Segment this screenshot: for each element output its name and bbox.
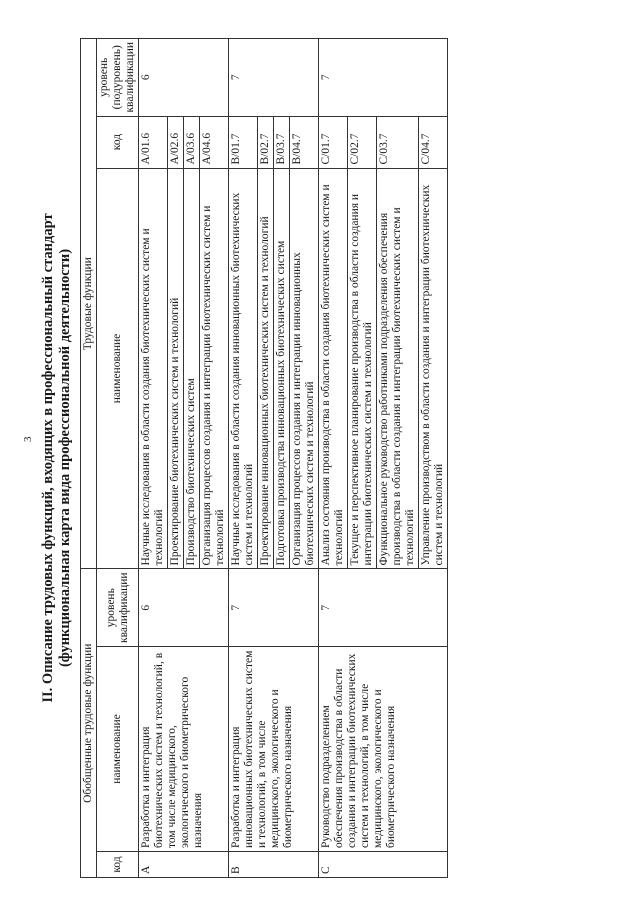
table-row <box>229 39 258 878</box>
group-code: A <box>139 852 229 878</box>
function-code: C/03.7 <box>377 116 419 168</box>
function-level: 7 <box>229 39 319 117</box>
function-code: A/01.6 <box>139 116 168 168</box>
table-body <box>139 39 448 878</box>
header-labor: Трудовые функции <box>81 39 97 569</box>
group-level: 7 <box>319 569 448 647</box>
group-code: B <box>229 852 319 878</box>
title-line-2: (функциональная карта вида профессиональной деятельности) <box>57 248 73 668</box>
header-function-code: код <box>97 116 139 168</box>
group-level: 7 <box>229 569 319 647</box>
function-name: Научные исследования в области создания биотехнических систем и технологий <box>139 168 168 569</box>
section-title <box>40 28 74 888</box>
header-generalized: Обобщенные трудовые функции <box>81 569 97 878</box>
group-name: Руководство подразделением обеспечения производства в области создания и интеграции биотехнических систем и технологий, в том числе медицинского, экологического и биометрического назначения <box>319 647 448 852</box>
function-code: A/02.6 <box>168 116 184 168</box>
function-name: Подготовка производства инновационных биотехнических систем <box>274 168 290 569</box>
function-level: 7 <box>319 39 448 117</box>
function-code: A/04.6 <box>200 116 229 168</box>
rotated-content <box>40 28 560 888</box>
header-level-sub: уровень (подуровень) квалификации <box>97 39 139 117</box>
header-level: уровень квалификации <box>97 569 139 647</box>
function-name: Проектирование биотехнических систем и технологий <box>168 168 184 569</box>
group-code: C <box>319 852 448 878</box>
title-line-1: II. Описание трудовых функций, входящих в профессиональный стандарт <box>40 213 56 703</box>
functions-table <box>80 38 448 878</box>
header-function-name: наименование <box>97 168 139 569</box>
table-row <box>319 39 348 878</box>
function-name: Научные исследования в области создания инновационных биотехнических систем и технологий <box>229 168 258 569</box>
function-name: Управление производством в области создания и интеграции биотехнических систем и технологий <box>419 168 448 569</box>
header-name: наименование <box>97 647 139 852</box>
page-number: 3 <box>22 436 34 442</box>
function-name: Организация процессов создания и интеграции инновационных биотехнических систем и технологий <box>290 168 319 569</box>
function-code: B/01.7 <box>229 116 258 168</box>
group-level: 6 <box>139 569 229 647</box>
header-code: код <box>97 852 139 878</box>
function-name: Проектирование инновационных биотехнических систем и технологий <box>258 168 274 569</box>
function-level: 6 <box>139 39 229 117</box>
function-code: B/03.7 <box>274 116 290 168</box>
function-code: C/01.7 <box>319 116 348 168</box>
function-code: B/02.7 <box>258 116 274 168</box>
function-code: C/04.7 <box>419 116 448 168</box>
table-row <box>139 39 168 878</box>
function-name: Организация процессов создания и интеграции биотехнических систем и технологий <box>200 168 229 569</box>
function-code: B/04.7 <box>290 116 319 168</box>
function-code: A/03.6 <box>184 116 200 168</box>
function-name: Анализ состояния производства в области создания биотехнических систем и технологий <box>319 168 348 569</box>
function-code: C/02.7 <box>348 116 377 168</box>
group-name: Разработка и интеграция инновационных биотехнических систем и технологий, в том числе медицинского, экологического и биометрического назначения <box>229 647 319 852</box>
function-name: Функциональное руководство работниками подразделения обеспечения производства в области создания и интеграции биотехнических систем и технологий <box>377 168 419 569</box>
function-name: Текущее и перспективное планирование производства в области создания и интеграции биотехнических систем и технологий <box>348 168 377 569</box>
function-name: Производство биотехнических систем <box>184 168 200 569</box>
group-name: Разработка и интеграция биотехнических систем и технологий, в том числе медицинского, экологического и биометрического назначения <box>139 647 229 852</box>
